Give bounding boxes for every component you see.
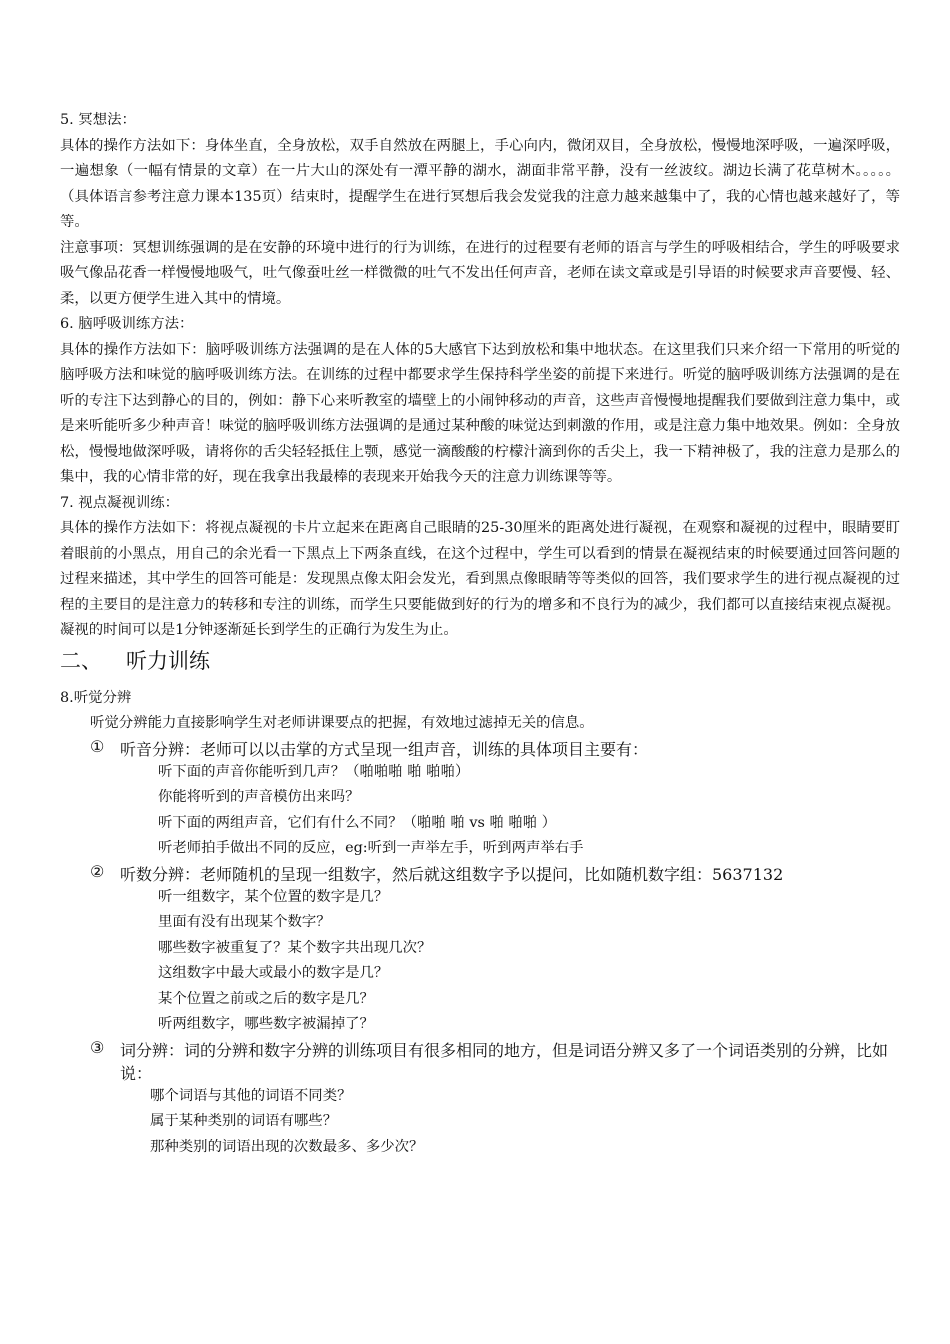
sub-item: 听下面的两组声音，它们有什么不同？（啪啪 啪 vs 啪 啪啪 ）: [158, 814, 557, 831]
circled-number-2: ②: [90, 861, 105, 881]
section-5-body: 具体的操作方法如下：身体坐直，全身放松，双手自然放在两腿上，手心向内，微闭双目，全身放松，慢慢地深呼吸，一遍深呼吸，一遍想象（一幅有情景的文章）在一片大山的深处有一潭平静的湖水，湖面非常平静，没有一丝波纹。湖边长满了花草树木。。。。。（具体语言参考注意力课本135页）结束时，提醒学生在进行冥想后我会发觉我的注意力越来越集中了，我的心情也越来越好了，等等。: [60, 137, 900, 230]
sub-item: 哪个词语与其他的词语不同类？: [150, 1087, 352, 1104]
sub-item: 听老师拍手做出不同的反应，eg:听到一声举左手，听到两声举右手: [158, 840, 584, 856]
sub-item: 听下面的声音你能听到几声？（啪啪啪 啪 啪啪）: [158, 763, 470, 780]
list-item-text: 听音分辨：老师可以以击掌的方式呈现一组声音，训练的具体项目主要有：: [120, 739, 649, 759]
part-2-number: 二、: [60, 648, 102, 673]
sub-item: 你能将听到的声音模仿出来吗？: [158, 789, 360, 805]
sub-item: 听两组数字，哪些数字被漏掉了？: [158, 1016, 374, 1032]
section-6-heading: 6. 脑呼吸训练方法：: [60, 316, 194, 332]
list-item-text: 听数分辨：老师随机的呈现一组数字，然后就这组数字予以提问，比如随机数字组：5637132: [120, 864, 784, 884]
sub-item: 属于某种类别的词语有哪些？: [150, 1113, 338, 1129]
section-5-heading: 5. 冥想法：: [60, 112, 136, 128]
sub-item: 某个位置之前或之后的数字是几？: [158, 990, 374, 1007]
list-item-word: [60, 1038, 900, 1084]
circled-number-3: ③: [90, 1037, 105, 1057]
circled-number-1: ①: [90, 736, 105, 756]
section-8-intro: 听觉分辨能力直接影响学生对老师讲课要点的把握，有效地过滤掉无关的信息。: [90, 715, 594, 731]
section-5-note: 注意事项：冥想训练强调的是在安静的环境中进行的行为训练，在进行的过程要有老师的语言与学生的呼吸相结合，学生的呼吸要求吸气像品花香一样慢慢地吸气，吐气像蚕吐丝一样微微的吐气不发出任何声音，老师在读文章或是引导语的时候要求声音要慢、轻、柔，以更方便学生进入其中的情境。: [60, 239, 900, 307]
list-item-sound: [60, 737, 900, 760]
section-7-body: 具体的操作方法如下：将视点凝视的卡片立起来在距离自己眼睛的25-30厘米的距离处进行凝视，在观察和凝视的过程中，眼睛要盯着眼前的小黑点，用自己的余光看一下黑点上下两条直线，在这个过程中，学生可以看到的情景在凝视结束的时候要通过回答问题的过程来描述，其中学生的回答可能是：发现黑点像太阳会发光，看到黑点像眼睛等等类似的回答，我们要求学生的进行视点凝视的过程的主要目的是注意力的转移和专注的训练，而学生只要能做到好的行为的增多和不良行为的减少，我们都可以直接结束视点凝视。凝视的时间可以是1分钟逐渐延长到学生的正确行为发生为止。: [60, 520, 900, 638]
list-item-number: [60, 862, 900, 885]
section-6-body: 具体的操作方法如下：脑呼吸训练方法强调的是在人体的5大感官下达到放松和集中地状态。在这里我们只来介绍一下常用的听觉的脑呼吸方法和味觉的脑呼吸训练方法。在训练的过程中都要求学生保持科学坐姿的前提下来进行。听觉的脑呼吸训练方法强调的是在听的专注下达到静心的目的，例如：静下心来听教室的墙壁上的小闹钟移动的声音，这些声音慢慢地提醒我们要做到注意力集中，或是来听能听多少种声音！味觉的脑呼吸训练方法强调的是通过某种酸的味觉达到刺激的作用，或是注意力集中地效果。例如：全身放松，慢慢地做深呼吸，请将你的舌尖轻轻抵住上颚，感觉一滴酸酸的柠檬汁滴到你的舌尖上，我一下精神极了，我的注意力是那么的集中，我的心情非常的好，现在我拿出我最棒的表现来开始我今天的注意力训练课等等。: [60, 341, 900, 485]
sub-item: 里面有没有出现某个数字？: [158, 914, 331, 930]
sub-item: 哪些数字被重复了？某个数字共出现几次？: [158, 939, 432, 956]
part-2-heading: [60, 646, 900, 676]
section-7-heading: 7. 视点凝视训练：: [60, 494, 180, 511]
sub-item: 听一组数字，某个位置的数字是几？: [158, 888, 389, 905]
part-2-title: 听力训练: [126, 648, 210, 673]
section-8-heading: 8.听觉分辨: [60, 689, 132, 706]
sub-item: 这组数字中最大或最小的数字是几？: [158, 965, 389, 981]
sub-item: 那种类别的词语出现的次数最多、多少次？: [150, 1138, 424, 1155]
document-page: [60, 108, 900, 1160]
list-item-text: 词分辨：词的分辨和数字分辨的训练项目有很多相同的地方，但是词语分辨又多了一个词语类别的分辨，比如说：: [120, 1040, 889, 1083]
